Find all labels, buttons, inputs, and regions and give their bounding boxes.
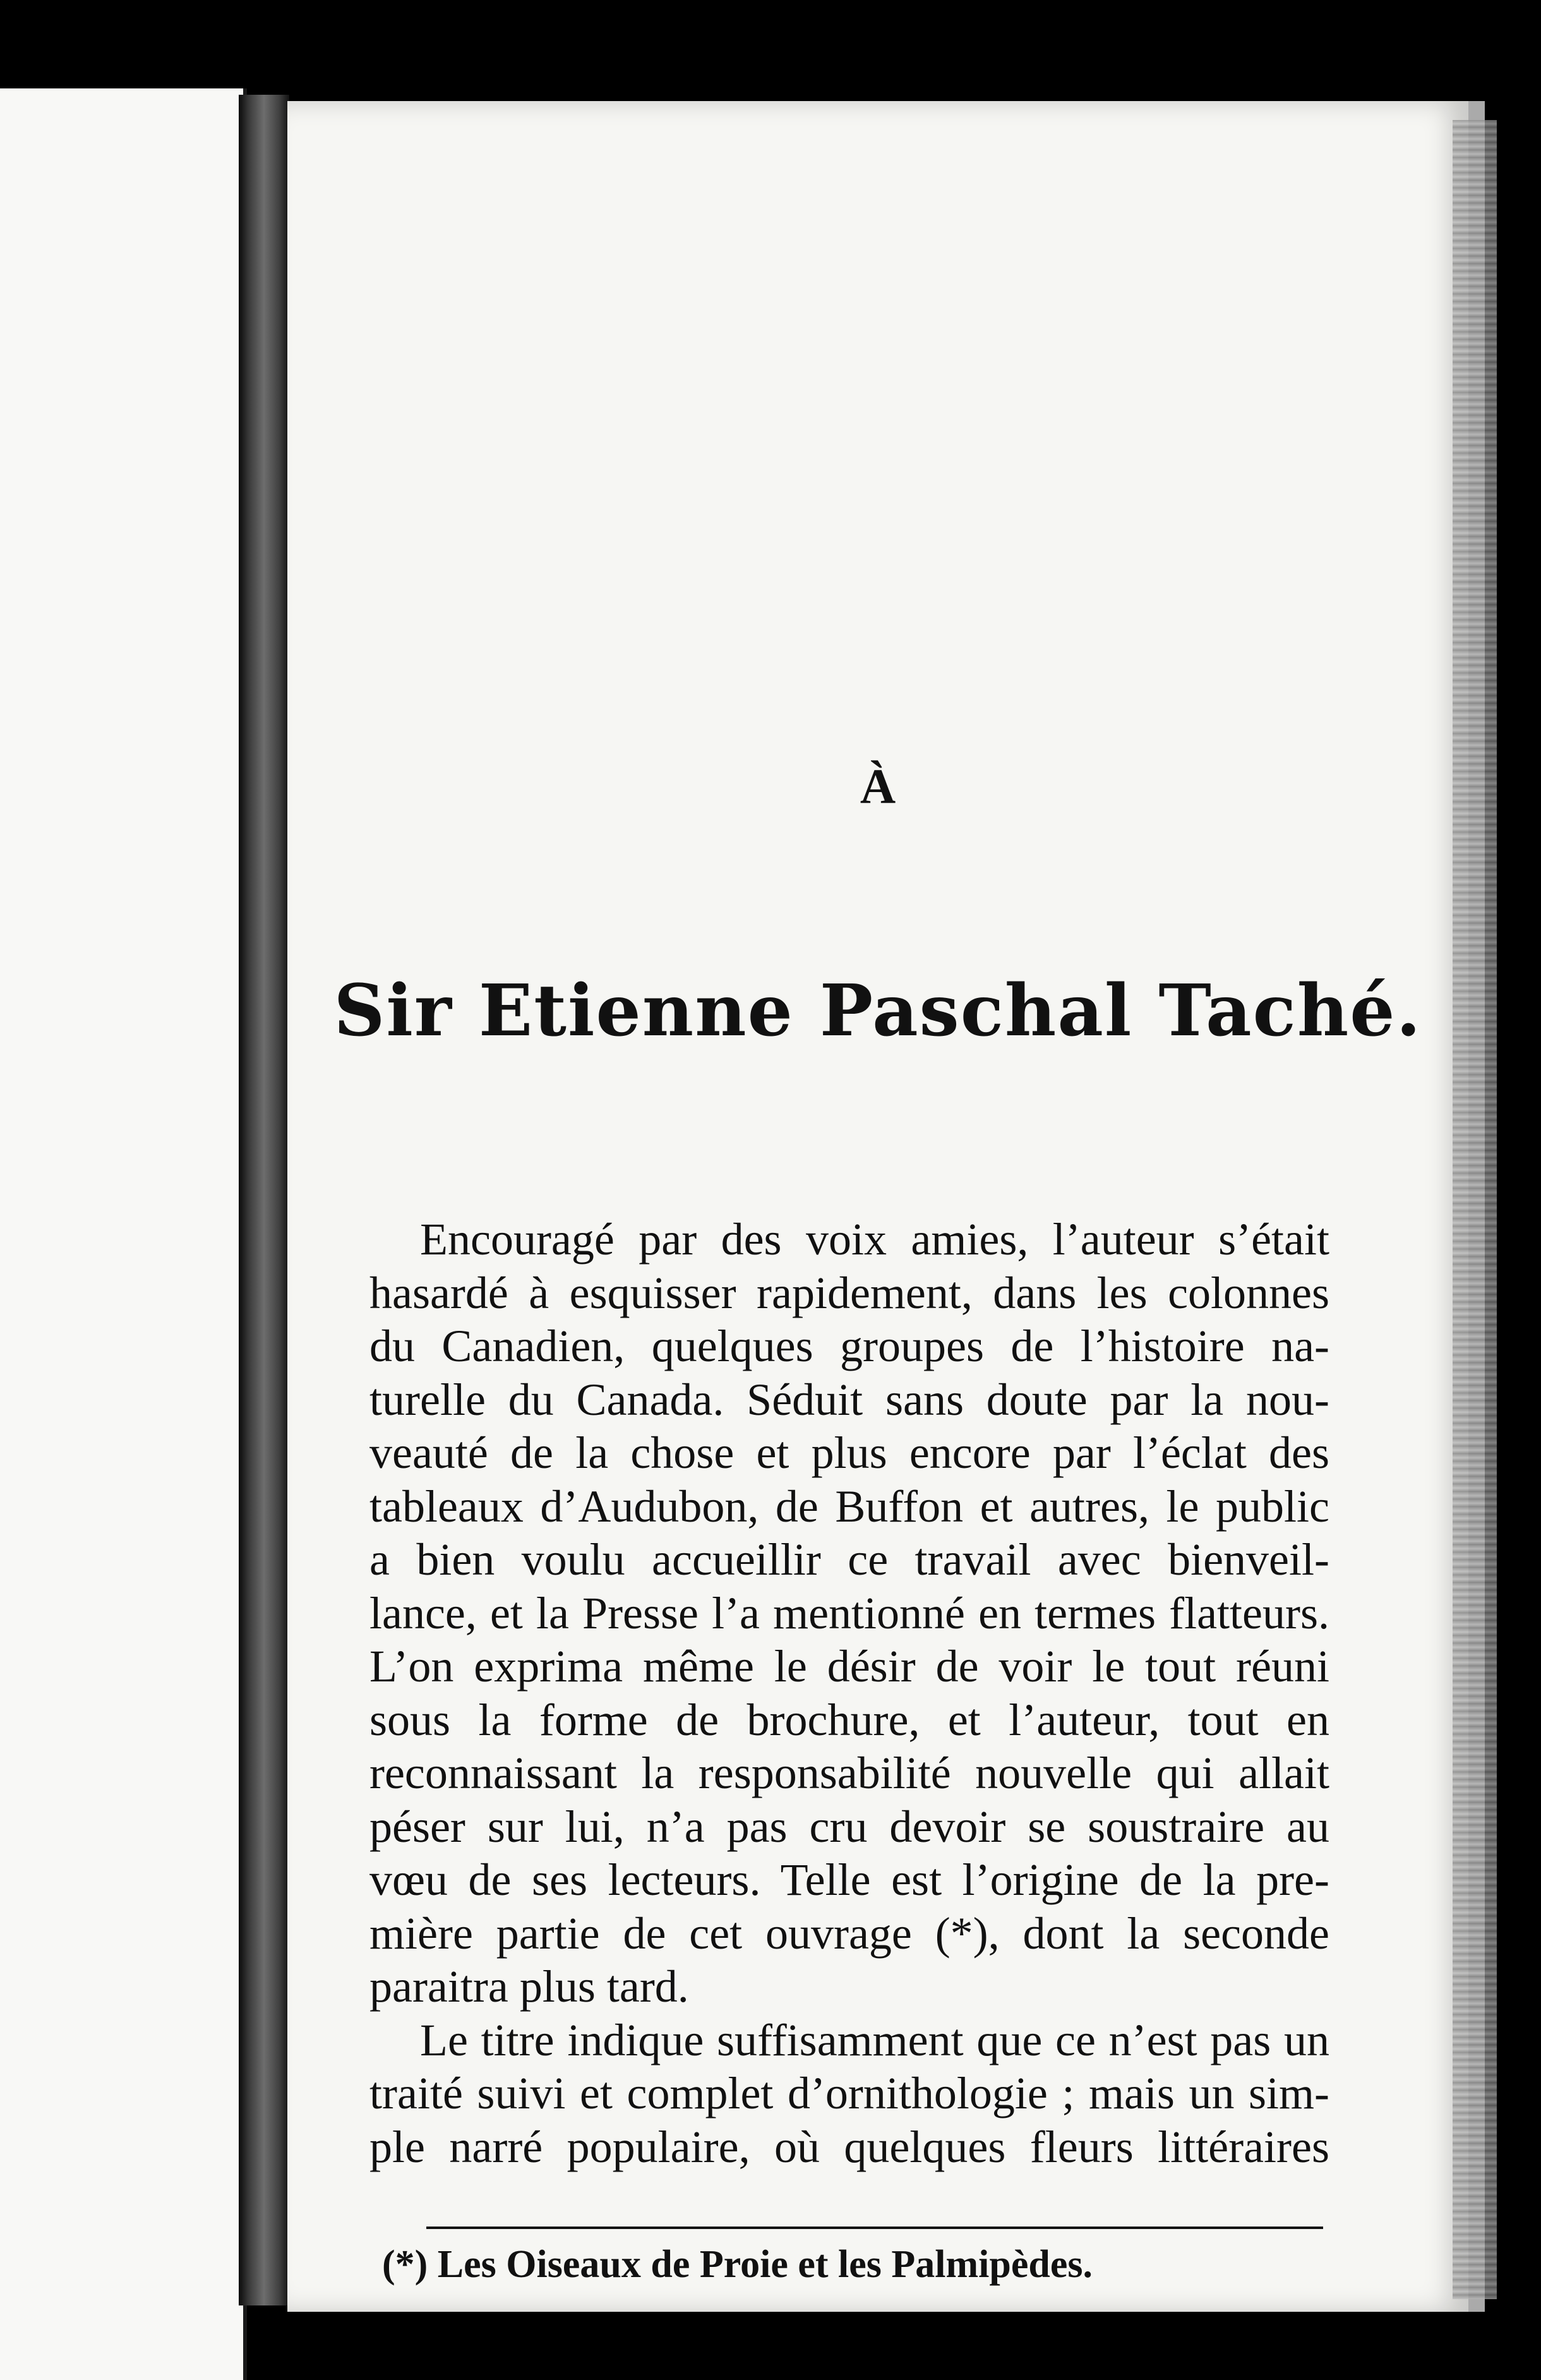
text-line: a bien voulu accueillir ce travail avec bienveil-: [369, 1534, 1329, 1585]
left-page: [0, 88, 247, 2380]
text-line: vœu de ses lecteurs. Telle est l’origine de la pre-: [369, 1854, 1329, 1905]
text-line: ple narré populaire, où quelques fleurs littéraires: [369, 2121, 1329, 2172]
text-line: paraitra plus tard.: [369, 1961, 689, 2012]
text-line: mière partie de cet ouvrage (*), dont la seconde: [369, 1908, 1329, 1959]
footnote-rule: [426, 2227, 1323, 2229]
text-line: péser sur lui, n’a pas cru devoir se soustraire au: [369, 1801, 1329, 1852]
text-line: lance, et la Presse l’a mentionné en termes flatteurs.: [369, 1587, 1329, 1638]
page: [287, 101, 1485, 2312]
text-line: Encouragé par des voix amies, l’auteur s’était: [420, 1214, 1329, 1265]
book-spine: [239, 95, 289, 2305]
text-line: turelle du Canada. Séduit sans doute par la nou-: [369, 1374, 1329, 1425]
text-line: tableaux d’Audubon, de Buffon et autres, le public: [369, 1481, 1329, 1532]
footnote: (*) Les Oiseaux de Proie et les Palmipèdes.: [382, 2243, 1093, 2286]
text-line: sous la forme de brochure, et l’auteur, tout en: [369, 1694, 1329, 1745]
text-line: traité suivi et complet d’ornithologie ; mais un sim-: [369, 2068, 1329, 2119]
text-line: du Canadien, quelques groupes de l’histoire na-: [369, 1321, 1329, 1371]
page-edge: [1453, 120, 1497, 2299]
text-line: Le titre indique suffisamment que ce n’est pas un: [420, 2014, 1329, 2065]
text-line: hasardé à esquisser rapidement, dans les colonnes: [369, 1267, 1329, 1318]
text-line: reconnaissant la responsabilité nouvelle qui allait: [369, 1748, 1329, 1798]
text-line: veauté de la chose et plus encore par l’éclat des: [369, 1427, 1329, 1478]
dedication-prefix: À: [860, 759, 896, 814]
body-text: [369, 1213, 1329, 2173]
dedicatee-name: Sir Etienne Paschal Taché.: [333, 970, 1422, 1052]
text-line: L’on exprima même le désir de voir le tout réuni: [369, 1641, 1329, 1692]
